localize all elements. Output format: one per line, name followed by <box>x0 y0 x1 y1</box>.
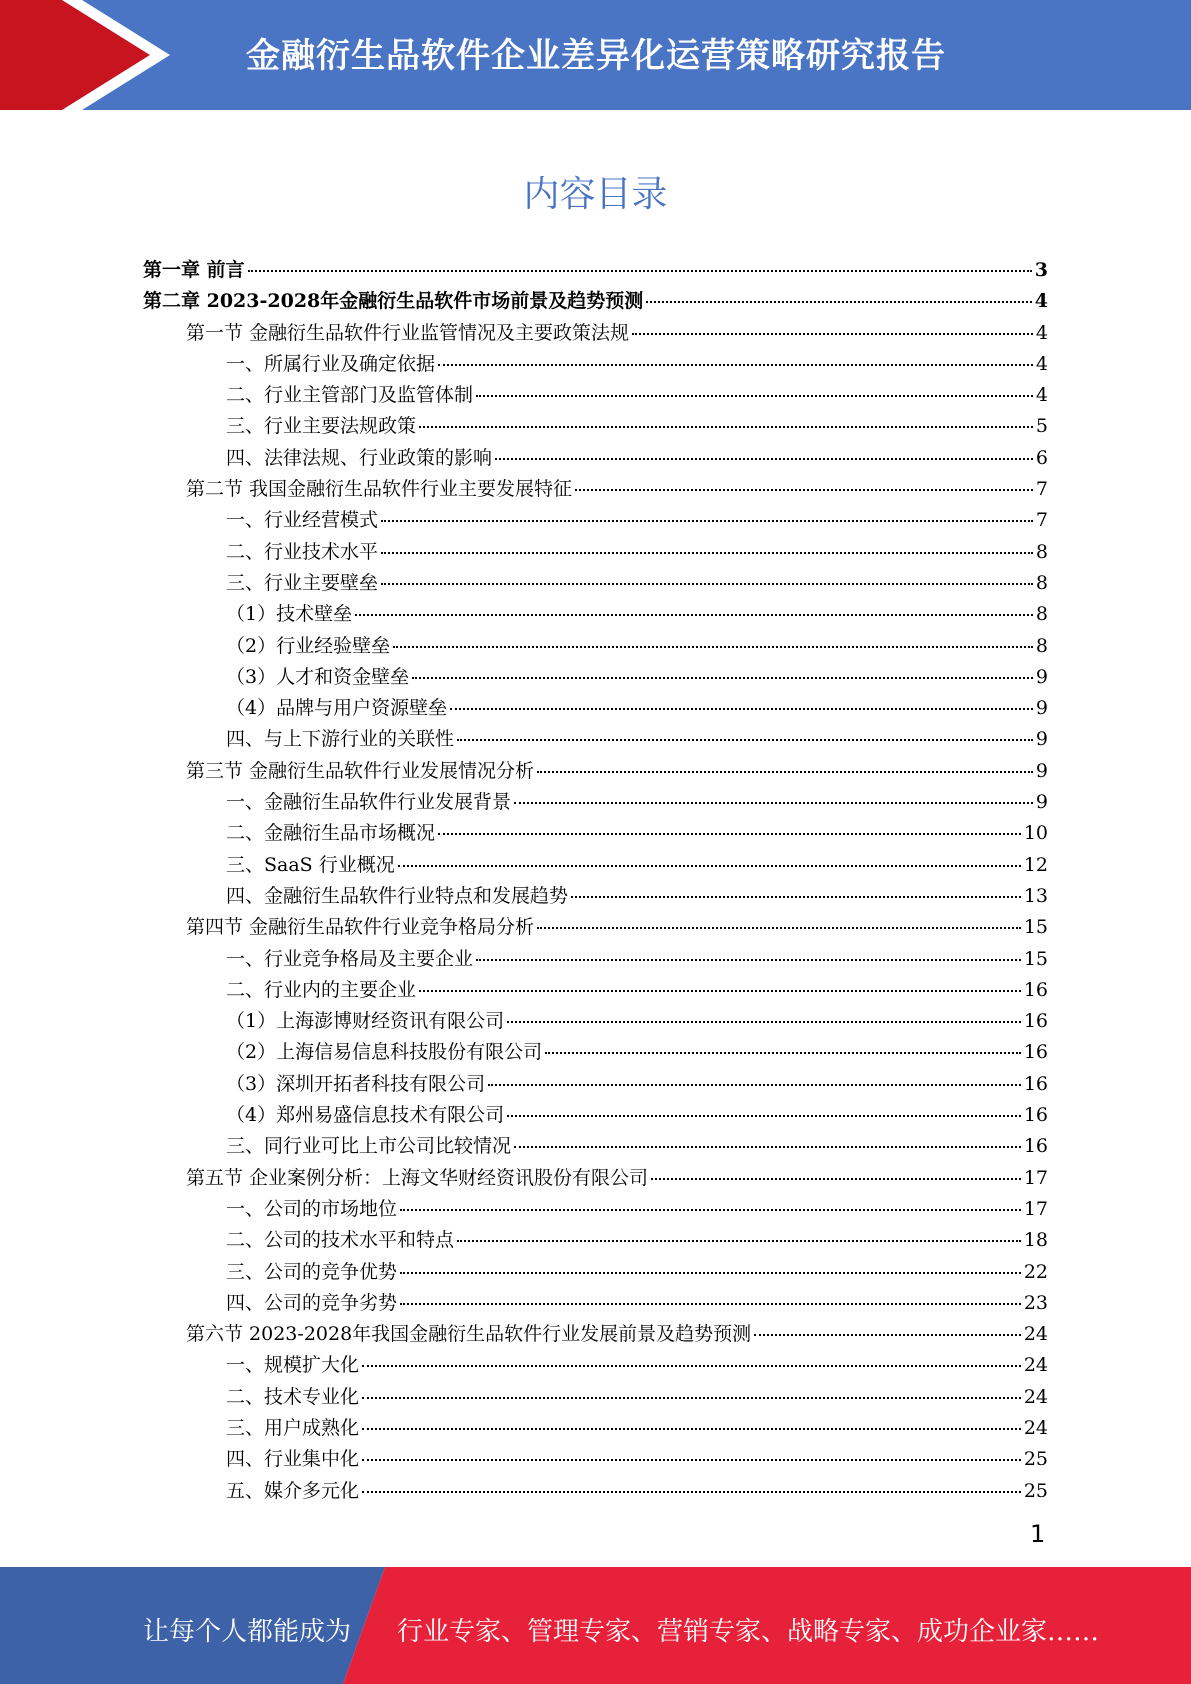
toc-entry-label: 第六节 2023-2028年我国金融衍生品软件行业发展前景及趋势预测 <box>186 1323 752 1346</box>
toc-entry-page: 16 <box>1023 1135 1048 1158</box>
toc-entry[interactable] <box>143 975 1048 1006</box>
toc-entry-page: 24 <box>1023 1385 1048 1408</box>
toc-entry[interactable] <box>143 1476 1048 1507</box>
toc-entry-label: 四、金融衍生品软件行业特点和发展趋势 <box>226 884 569 907</box>
toc-entry-page: 4 <box>1035 384 1048 407</box>
toc-entry-label: 第五节 企业案例分析：上海文华财经资讯股份有限公司 <box>186 1166 649 1189</box>
toc-entry-page: 8 <box>1035 571 1048 594</box>
toc-entry-label: （3）人才和资金壁垒 <box>226 665 410 688</box>
toc-entry-label: 一、所属行业及确定依据 <box>226 352 436 375</box>
toc-entry-page: 16 <box>1023 1041 1048 1064</box>
toc-dot-leader <box>507 1021 1021 1023</box>
toc-entry[interactable] <box>143 1444 1048 1475</box>
toc-dot-leader <box>362 1397 1021 1399</box>
toc-entry-page: 6 <box>1035 446 1048 469</box>
toc-dot-leader <box>419 990 1021 992</box>
toc-dot-leader <box>438 833 1021 835</box>
toc-entry-page: 5 <box>1035 415 1048 438</box>
toc-dot-leader <box>381 583 1033 585</box>
toc-entry[interactable] <box>143 1131 1048 1162</box>
toc-entry-label: 三、同行业可比上市公司比较情况 <box>226 1135 512 1158</box>
toc-entry[interactable] <box>143 881 1048 912</box>
toc-entry-label: 第三节 金融衍生品软件行业发展情况分析 <box>186 759 535 782</box>
toc-dot-leader <box>355 614 1033 616</box>
toc-entry-label: 第一节 金融衍生品软件行业监管情况及主要政策法规 <box>186 321 630 344</box>
toc-dot-leader <box>545 1052 1021 1054</box>
toc-dot-leader <box>571 896 1021 898</box>
toc-entry-page: 17 <box>1023 1166 1048 1189</box>
toc-entry-page: 4 <box>1034 290 1048 313</box>
toc-dot-leader <box>362 1491 1021 1493</box>
toc-entry[interactable] <box>143 1413 1048 1444</box>
toc-entry[interactable] <box>143 1006 1048 1037</box>
toc-entry[interactable] <box>143 1382 1048 1413</box>
toc-entry-label: （4）郑州易盛信息技术有限公司 <box>226 1104 505 1127</box>
toc-entry-label: 二、金融衍生品市场概况 <box>226 822 436 845</box>
toc-entry-page: 9 <box>1035 759 1048 782</box>
toc-entry[interactable] <box>143 912 1048 943</box>
toc-dot-leader <box>412 677 1033 679</box>
footer-slogan-left: 让每个人都能成为 <box>143 1617 352 1647</box>
toc-entry-label: 一、公司的市场地位 <box>226 1197 398 1220</box>
toc-dot-leader <box>381 520 1033 522</box>
toc-entry[interactable] <box>143 756 1048 787</box>
toc-entry-page: 9 <box>1035 728 1048 751</box>
toc-dot-leader <box>381 552 1033 554</box>
toc-entry[interactable] <box>143 662 1048 693</box>
toc-entry-page: 7 <box>1035 509 1048 532</box>
footer-slogan-right: 行业专家、管理专家、营销专家、战略专家、成功企业家…… <box>397 1617 1100 1647</box>
toc-heading: 内容目录 <box>523 174 668 215</box>
toc-dot-leader <box>450 708 1033 710</box>
toc-entry-label: （1）上海澎博财经资讯有限公司 <box>226 1010 505 1033</box>
toc-entry-label: 第一章 前言 <box>143 259 245 281</box>
toc-entry[interactable] <box>143 286 1048 317</box>
page-number: 1 <box>1030 1520 1046 1548</box>
toc-entry-page: 3 <box>1034 259 1048 281</box>
toc-entry[interactable] <box>143 1100 1048 1131</box>
toc-entry[interactable] <box>143 443 1048 474</box>
toc-entry[interactable] <box>143 1319 1048 1350</box>
toc-dot-leader <box>457 1240 1021 1242</box>
toc-entry[interactable] <box>143 1225 1048 1256</box>
toc-dot-leader <box>438 364 1033 366</box>
toc-entry[interactable] <box>143 411 1048 442</box>
toc-entry-page: 4 <box>1035 352 1048 375</box>
toc-entry[interactable] <box>143 818 1048 849</box>
toc-entry-page: 8 <box>1035 634 1048 657</box>
toc-dot-leader <box>754 1334 1021 1336</box>
toc-entry[interactable] <box>143 255 1048 286</box>
toc-entry-page: 16 <box>1023 1010 1048 1033</box>
toc-entry[interactable] <box>143 380 1048 411</box>
toc-dot-leader <box>514 1146 1021 1148</box>
toc-dot-leader <box>476 395 1033 397</box>
toc-entry-page: 4 <box>1035 321 1048 344</box>
toc-entry[interactable] <box>143 1069 1048 1100</box>
toc-entry-label: 第二章 2023-2028年金融衍生品软件市场前景及趋势预测 <box>143 290 644 313</box>
page-header <box>0 0 1191 110</box>
toc-entry-label: 二、公司的技术水平和特点 <box>226 1229 455 1252</box>
toc-entry-label: （3）深圳开拓者科技有限公司 <box>226 1072 486 1095</box>
toc-entry-label: 四、公司的竞争劣势 <box>226 1291 398 1314</box>
toc-entry-page: 7 <box>1035 478 1048 501</box>
toc-entry-page: 9 <box>1035 697 1048 720</box>
toc-entry-page: 13 <box>1023 884 1048 907</box>
toc-entry-page: 22 <box>1023 1260 1048 1283</box>
toc-entry-page: 24 <box>1023 1323 1048 1346</box>
toc-entry-page: 8 <box>1035 540 1048 563</box>
toc-entry-label: 第四节 金融衍生品软件行业竞争格局分析 <box>186 916 535 939</box>
toc-entry-label: 二、行业内的主要企业 <box>226 978 417 1001</box>
toc-dot-leader <box>419 426 1033 428</box>
toc-entry-label: 二、行业主管部门及监管体制 <box>226 384 474 407</box>
toc-entry[interactable] <box>143 1163 1048 1194</box>
toc-entry-label: 三、行业主要法规政策 <box>226 415 417 438</box>
toc-dot-leader <box>507 1115 1021 1117</box>
toc-entry-label: 一、行业经营模式 <box>226 509 379 532</box>
toc-dot-leader <box>393 646 1033 648</box>
toc-dot-leader <box>400 1209 1021 1211</box>
toc-dot-leader <box>632 333 1033 335</box>
table-of-contents <box>143 255 1048 1507</box>
toc-entry-page: 8 <box>1035 603 1048 626</box>
toc-entry[interactable] <box>143 318 1048 349</box>
toc-entry-label: （2）上海信易信息科技股份有限公司 <box>226 1041 543 1064</box>
toc-entry-page: 17 <box>1023 1197 1048 1220</box>
toc-entry[interactable] <box>143 724 1048 755</box>
toc-entry[interactable] <box>143 944 1048 975</box>
toc-dot-leader <box>400 1303 1021 1305</box>
toc-entry[interactable] <box>143 505 1048 536</box>
toc-entry[interactable] <box>143 1288 1048 1319</box>
toc-dot-leader <box>457 739 1033 741</box>
toc-entry[interactable] <box>143 1350 1048 1381</box>
toc-dot-leader <box>362 1428 1021 1430</box>
toc-entry-label: （1）技术壁垒 <box>226 603 353 626</box>
toc-entry-page: 24 <box>1023 1416 1048 1439</box>
toc-entry-label: 三、SaaS 行业概况 <box>226 853 395 876</box>
toc-dot-leader <box>362 1365 1021 1367</box>
toc-entry[interactable] <box>143 850 1048 881</box>
toc-entry[interactable] <box>143 631 1048 662</box>
toc-dot-leader <box>575 489 1033 491</box>
toc-entry-page: 9 <box>1035 791 1048 814</box>
toc-entry-label: 三、行业主要壁垒 <box>226 571 379 594</box>
toc-entry-label: 二、行业技术水平 <box>226 540 379 563</box>
toc-entry-page: 15 <box>1023 916 1048 939</box>
toc-dot-leader <box>362 1459 1021 1461</box>
toc-entry[interactable] <box>143 568 1048 599</box>
toc-entry[interactable] <box>143 599 1048 630</box>
toc-entry-label: 五、媒介多元化 <box>226 1479 360 1502</box>
toc-entry-page: 12 <box>1023 853 1048 876</box>
toc-dot-leader <box>495 458 1033 460</box>
toc-dot-leader <box>476 959 1021 961</box>
toc-entry-label: 三、用户成熟化 <box>226 1416 360 1439</box>
toc-entry-label: 四、行业集中化 <box>226 1448 360 1471</box>
toc-entry-label: 一、金融衍生品软件行业发展背景 <box>226 791 512 814</box>
toc-entry[interactable] <box>143 787 1048 818</box>
toc-dot-leader <box>537 771 1033 773</box>
toc-dot-leader <box>398 865 1021 867</box>
toc-dot-leader <box>651 1178 1021 1180</box>
toc-entry-page: 16 <box>1023 1104 1048 1127</box>
toc-entry-label: 三、公司的竞争优势 <box>226 1260 398 1283</box>
toc-dot-leader <box>537 927 1021 929</box>
toc-entry[interactable] <box>143 1194 1048 1225</box>
toc-entry-page: 9 <box>1035 665 1048 688</box>
toc-entry[interactable] <box>143 474 1048 505</box>
toc-entry[interactable] <box>143 1257 1048 1288</box>
toc-entry[interactable] <box>143 693 1048 724</box>
toc-dot-leader <box>488 1084 1021 1086</box>
toc-entry-page: 25 <box>1023 1448 1048 1471</box>
toc-entry-page: 18 <box>1023 1229 1048 1252</box>
report-title: 金融衍生品软件企业差异化运营策略研究报告 <box>246 36 946 76</box>
toc-entry-page: 24 <box>1023 1354 1048 1377</box>
toc-entry[interactable] <box>143 1037 1048 1068</box>
toc-entry-page: 23 <box>1023 1291 1048 1314</box>
toc-dot-leader <box>248 270 1032 272</box>
toc-dot-leader <box>514 802 1033 804</box>
toc-entry[interactable] <box>143 349 1048 380</box>
toc-dot-leader <box>646 301 1032 303</box>
toc-entry[interactable] <box>143 537 1048 568</box>
toc-entry-label: 一、规模扩大化 <box>226 1354 360 1377</box>
toc-entry-label: 第二节 我国金融衍生品软件行业主要发展特征 <box>186 478 573 501</box>
page-footer <box>0 1567 1191 1684</box>
toc-entry-page: 15 <box>1023 947 1048 970</box>
toc-entry-label: 二、技术专业化 <box>226 1385 360 1408</box>
toc-entry-label: 一、行业竞争格局及主要企业 <box>226 947 474 970</box>
toc-entry-page: 16 <box>1023 978 1048 1001</box>
toc-entry-label: 四、与上下游行业的关联性 <box>226 728 455 751</box>
toc-entry-label: （4）品牌与用户资源壁垒 <box>226 697 448 720</box>
toc-entry-page: 25 <box>1023 1479 1048 1502</box>
toc-entry-label: （2）行业经验壁垒 <box>226 634 391 657</box>
toc-dot-leader <box>400 1272 1021 1274</box>
toc-entry-label: 四、法律法规、行业政策的影响 <box>226 446 493 469</box>
toc-entry-page: 10 <box>1023 822 1048 845</box>
toc-entry-page: 16 <box>1023 1072 1048 1095</box>
